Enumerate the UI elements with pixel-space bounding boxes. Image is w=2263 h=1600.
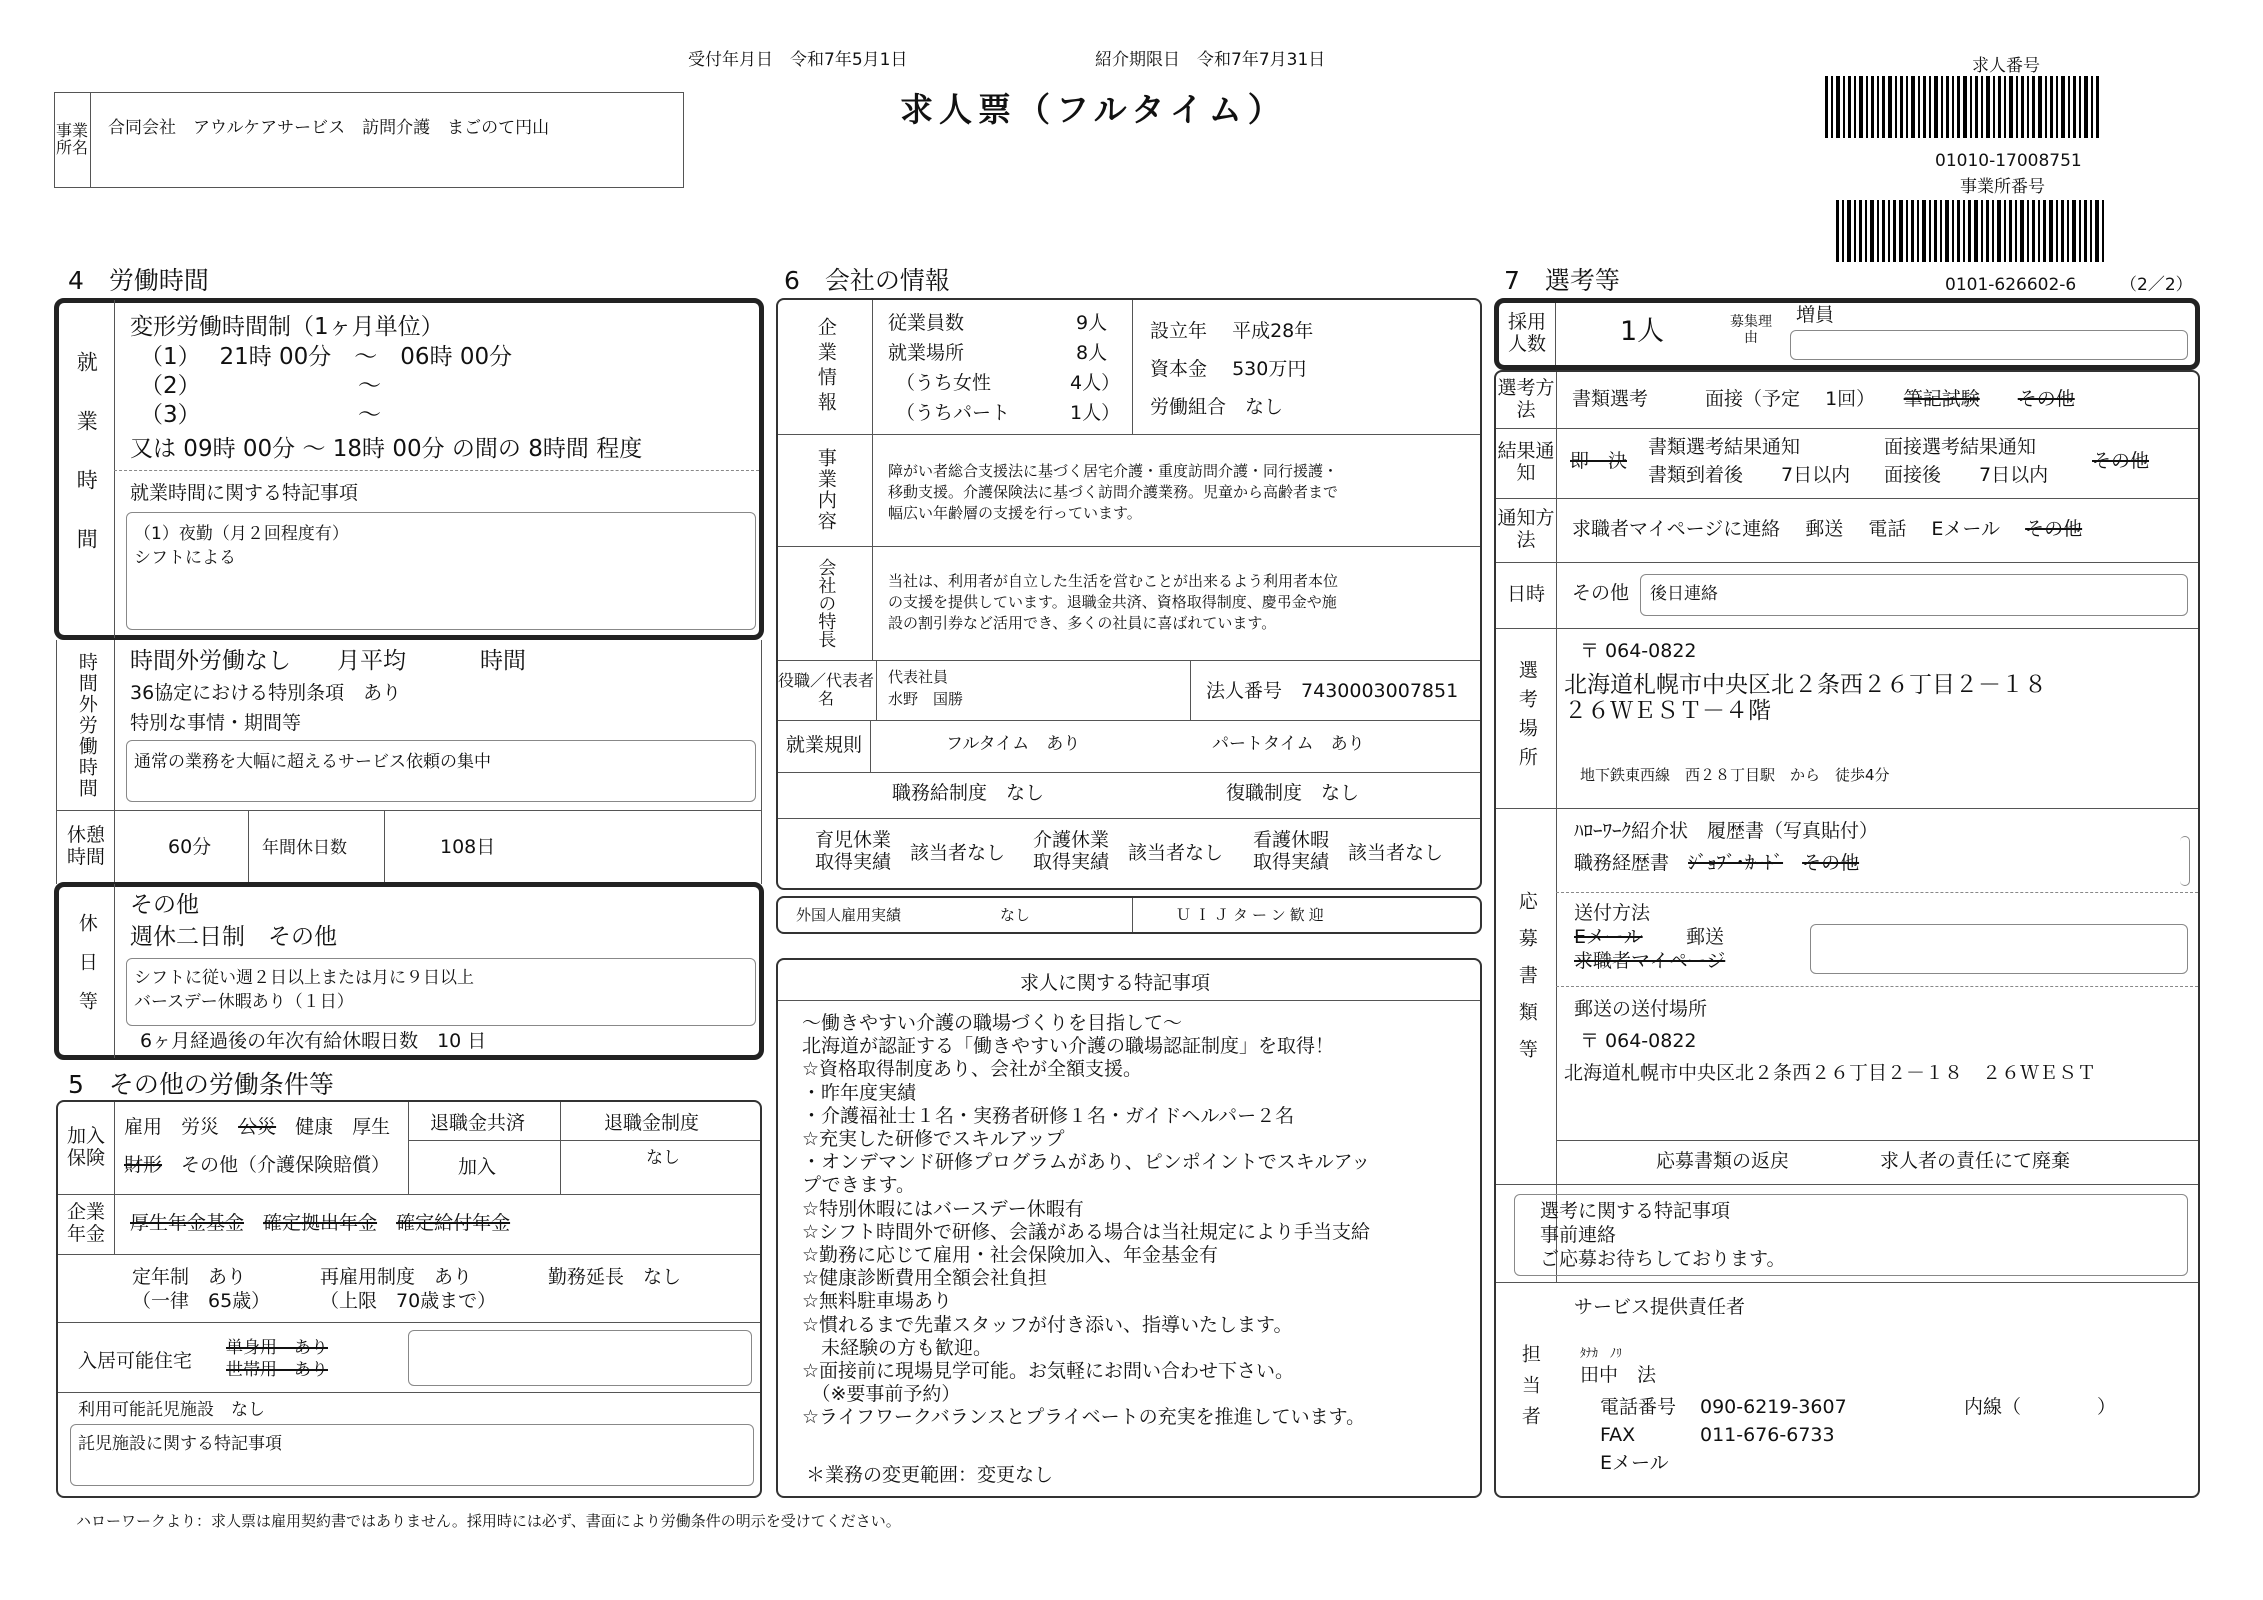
nursing-leave-label: 看護休暇取得実績 (1252, 829, 1329, 873)
childcare-note: 託児施設に関する特記事項 (78, 1434, 282, 1454)
receipt-date: 受付年月日 令和7年5月1日 (688, 50, 908, 70)
business-line-1: 障がい者総合支援法に基づく居宅介護・重度訪問介護・同行援護・ (888, 462, 1339, 480)
doc-result-timing: 書類到着後 7日以内 (1648, 464, 1851, 486)
job-note-line: ・介護福祉士１名・実務者研修１名・ガイドヘルパー２名 (802, 1104, 1295, 1127)
retirement-fund-value: 加入 (458, 1156, 497, 1178)
job-note-line: ☆シフト時間外で研修、会議がある場合は当社規定により手当支給 (802, 1220, 1371, 1243)
contact-kana: ﾀﾅｶ ﾉﾘ (1580, 1346, 1623, 1360)
holidays-label: 休日等 (75, 912, 98, 1030)
representative-name: 水野 国勝 (888, 690, 964, 708)
job-note-line: （※要事前予約） (802, 1383, 961, 1406)
job-number-barcode (1825, 76, 2102, 138)
holidays-note-2: バースデー休暇あり（１日） (134, 992, 354, 1012)
selection-methods: 書類選考 面接（予定 1回） 筆記試験 その他 (1572, 388, 2075, 410)
features-line-2: の支援を提供しています。退職金共済、資格取得制度、慶弔金や施 (888, 593, 1337, 611)
phone-number: 090-6219-3607 (1700, 1396, 1847, 1418)
nursing-leave-value: 該当者なし (1348, 842, 1444, 864)
care-leave-label: 介護休業取得実績 (1032, 829, 1109, 873)
site-employees-value: 8人 (1076, 342, 1108, 364)
notice-methods: 求職者マイページに連絡 郵送 電話 Eメール その他 (1572, 518, 2083, 540)
retirement-system-label: 退職金制度 (604, 1112, 700, 1134)
insurance-label: 加入保険 (66, 1125, 105, 1169)
selection-note-2: ご応募お待ちしております。 (1540, 1248, 1786, 1270)
notice-method-label: 通知方法 (1497, 507, 1555, 551)
childcare: 利用可能託児施設 なし (78, 1400, 265, 1420)
contact-name: 田中 法 (1580, 1364, 1657, 1386)
job-note-line: プできます。 (802, 1174, 916, 1197)
selection-notes-title: 選考に関する特記事項 (1540, 1200, 1731, 1222)
holidays-note-1: シフトに従い週２日以上または月に９日以上 (134, 968, 474, 988)
referral-deadline: 紹介期限日 令和7年7月31日 (1095, 50, 1326, 70)
selection-date-label: 日時 (1506, 583, 1545, 606)
job-notes-title: 求人に関する特記事項 (1020, 972, 1211, 994)
part-time-value: 1人） (1070, 402, 1121, 424)
send-method-title: 送付方法 (1574, 902, 1651, 924)
representative-title: 代表社員 (888, 668, 949, 686)
hiring-count-label: 採用人数 (1507, 311, 1546, 355)
pension-label: 企業年金 (66, 1201, 105, 1245)
send-method-mypage: 求職者マイページ (1574, 950, 1726, 972)
selection-date-box (1640, 574, 2188, 616)
break-label: 休憩時間 (66, 824, 105, 868)
business-line-2: 移動支援。介護保険法に基づく訪問介護業務。児童から高齢者まで (888, 483, 1339, 501)
docs-return-value: 求人者の責任にて廃棄 (1880, 1150, 2071, 1172)
retirement-system-value: なし (646, 1148, 680, 1168)
job-note-line: ・昨年度実績 (802, 1081, 917, 1104)
job-note-line: 未経験の方も歓迎。 (802, 1336, 993, 1359)
selection-place-zip: 〒 064-0822 (1580, 640, 1697, 662)
employees-value: 9人 (1076, 312, 1108, 334)
women-label: （うち女性 (896, 372, 992, 394)
work-extension: 勤務延長 なし (548, 1266, 682, 1288)
job-notes-list (802, 1012, 1370, 1430)
selection-note-1: 事前連絡 (1540, 1224, 1617, 1246)
features-label: 会社の特長 (815, 558, 837, 648)
selection-method-label: 選考方法 (1497, 377, 1555, 421)
women-value: 4人） (1070, 372, 1121, 394)
result-instant: 即 決 (1570, 450, 1628, 472)
result-other: その他 (2092, 450, 2150, 472)
foreign-employment-label: 外国人雇用実績 (796, 906, 902, 924)
employees-label: 従業員数 (888, 312, 965, 334)
holidays-system: 週休二日制 その他 (130, 924, 337, 950)
shift-2: （2） ～ (140, 373, 381, 399)
overtime-special: 特別な事情・期間等 (130, 712, 302, 734)
housing-family: 世帯用 あり (226, 1360, 328, 1380)
overtime-label: 時間外労働時間 (75, 651, 98, 799)
interview-result-timing: 面接後 7日以内 (1884, 464, 2049, 486)
work-hours-label: 就業時間 (74, 351, 99, 587)
rehire-detail: （上限 70歳まで） (320, 1290, 497, 1312)
selection-place-label: 選考場所 (1515, 660, 1538, 776)
application-docs-2: 職務経歴書 ｼﾞｮﾌﾞ･ｶｰﾄﾞ その他 (1574, 852, 1860, 874)
job-note-line: 北海道が認証する「働きやすい介護の職場認証制度」を取得！ (802, 1035, 1335, 1058)
job-note-line: ☆勤務に応じて雇用・社会保険加入、年金基金有 (802, 1244, 1219, 1267)
reason-box (1790, 330, 2188, 360)
job-note-line: ☆資格取得制度あり、会社が全額支援。 (802, 1058, 1143, 1081)
extension: 内線（ ） (1964, 1396, 2117, 1418)
job-number: 01010-17008751 (1935, 151, 2082, 171)
email-label: Eメール (1600, 1452, 1669, 1474)
insurance-line-1: 雇用 労災 公災 健康 厚生 (124, 1116, 391, 1138)
company-name-box (54, 92, 684, 188)
foreign-employment-value: なし (1000, 906, 1031, 924)
features-line-1: 当社は、利用者が自立した生活を営むことが出来るよう利用者本位 (888, 572, 1339, 590)
uij-turn: ＵＩＪターン歓迎 (1176, 906, 1328, 924)
section-5-title: 5 その他の労働条件等 (68, 1070, 334, 1099)
overtime-detail: 通常の業務を大幅に超えるサービス依頼の集中 (134, 752, 491, 772)
selection-place-address-2: ２６ＷＥＳＴ－４階 (1564, 698, 1771, 724)
insurance-line-2: 財形 その他（介護保険賠償） (124, 1154, 391, 1176)
job-note-line: ☆面接前に現場見学可能。お気軽にお問い合わせ下さい。 (802, 1360, 1295, 1383)
footer-note: ハローワークより：求人票は雇用契約書ではありません。採用時には必ず、書面により労働条件の明示を受けてください。 (76, 1512, 901, 1530)
office-number-barcode (1836, 200, 2107, 262)
work-type: 変形労働時間制（1ヶ月単位） (130, 314, 444, 340)
capital: 資本金 530万円 (1150, 358, 1307, 380)
work-rules-part: パートタイム あり (1212, 734, 1365, 754)
representative-label: 役職／代表者名 (778, 670, 875, 708)
childcare-leave-label: 育児休業取得実績 (814, 829, 891, 873)
job-note-line: ☆健康診断費用全額会社負担 (802, 1267, 1048, 1290)
housing-label: 入居可能住宅 (78, 1350, 193, 1372)
selection-date-value: 後日連絡 (1650, 584, 1718, 604)
selection-place-address-1: 北海道札幌市中央区北２条西２６丁目２－１８ (1564, 672, 2047, 698)
job-note-line: ・オンデマンド研修プログラムがあり、ピンポイントでスキルアッ (802, 1151, 1371, 1174)
reason-label: 募集理由 (1730, 313, 1772, 346)
work-rules-full: フルタイム あり (946, 734, 1081, 754)
childcare-leave-value: 該当者なし (910, 842, 1006, 864)
page-title: 求人票（フルタイム） (900, 90, 1287, 129)
selection-place-access: 地下鉄東西線 西２８丁目駅 から 徒歩4分 (1580, 766, 1890, 784)
phone-label: 電話番号 (1600, 1396, 1677, 1418)
annual-holidays-value: 108日 (440, 836, 496, 858)
fax-label: FAX (1600, 1424, 1636, 1446)
job-note-line: ☆慣れるまで先輩スタッフが付き添い、指導いたします。 (802, 1313, 1293, 1336)
overtime-line: 時間外労働なし 月平均 時間 (130, 648, 526, 674)
company-info-label: 企業情報 (814, 317, 837, 417)
company-name-label: 事業所名 (55, 121, 88, 157)
housing-notes-box (408, 1330, 752, 1386)
send-method-box (1810, 924, 2188, 974)
mailing-zip: 〒 064-0822 (1580, 1030, 1697, 1052)
holidays-type: その他 (130, 892, 199, 918)
paid-leave: 6ヶ月経過後の年次有給休暇日数 10 日 (140, 1030, 487, 1052)
docs-return-label: 応募書類の返戻 (1656, 1150, 1790, 1172)
established: 設立年 平成28年 (1150, 320, 1314, 342)
send-method-mail: 郵送 (1686, 926, 1725, 948)
mailing-address: 北海道札幌市中央区北２条西２６丁目２－１８ ２６ＷＥＳＴ (1564, 1062, 2097, 1084)
section-6-title: 6 会社の情報 (784, 266, 950, 295)
pension-items: 厚生年金基金 確定拠出年金 確定給付年金 (130, 1212, 511, 1234)
fax-number: 011-676-6733 (1700, 1424, 1835, 1446)
send-method-email: Eメール (1574, 926, 1643, 948)
contact-role: サービス提供責任者 (1574, 1296, 1746, 1318)
work-hours-note-2: シフトによる (134, 548, 236, 568)
section-7-title: 7 選考等 (1504, 266, 1620, 295)
rehire-system: 再雇用制度 あり (320, 1266, 473, 1288)
job-note-line: ☆ライフワークバランスとプライベートの充実を推進しています。 (802, 1406, 1366, 1429)
job-note-line: ☆特別休暇にはバースデー休暇有 (802, 1197, 1084, 1220)
work-rules-label: 就業規則 (785, 734, 862, 757)
interview-result-notice: 面接選考結果通知 (1884, 436, 2037, 458)
job-note-line: ～働きやすい介護の職場づくりを目指して～ (802, 1012, 1183, 1034)
corporate-number: 法人番号 7430003007851 (1206, 680, 1459, 702)
break-value: 60分 (168, 836, 212, 858)
result-notice-label: 結果通知 (1497, 440, 1555, 484)
part-time-label: （うちパート (896, 402, 1011, 424)
retirement-age: 定年制 あり (132, 1266, 247, 1288)
hiring-count-value: 1人 (1620, 316, 1665, 347)
office-number-label: 事業所番号 (1960, 177, 2045, 197)
alt-hours: 又は 09時 00分 ～ 18時 00分 の間の 8時間 程度 (130, 436, 643, 462)
job-number-label: 求人番号 (1972, 56, 2040, 76)
company-name: 合同会社 アウルケアサービス 訪問介護 まごのて円山 (108, 118, 550, 138)
labor-union: 労働組合 なし (1150, 396, 1284, 418)
job-note-line: ☆無料駐車場あり (802, 1290, 953, 1313)
selection-date-other: その他 (1572, 582, 1630, 604)
retirement-fund-label: 退職金共済 (430, 1112, 526, 1134)
housing-single: 単身用 あり (226, 1338, 328, 1358)
page-number: （2／2） (2120, 275, 2193, 295)
duty-pay-system: 職務給制度 なし (892, 782, 1045, 804)
reason-value: 増員 (1796, 304, 1835, 326)
work-hours-notes-title: 就業時間に関する特記事項 (130, 482, 359, 504)
job-note-line: ☆充実した研修でスキルアップ (802, 1128, 1065, 1151)
application-docs-bracket (2180, 836, 2190, 886)
care-leave-value: 該当者なし (1128, 842, 1224, 864)
office-number: 0101-626602-6 (1945, 275, 2077, 295)
retirement-age-detail: （一律 65歳） (132, 1290, 271, 1312)
doc-result-notice: 書類選考結果通知 (1648, 436, 1801, 458)
job-scope-change: ＊業務の変更範囲：変更なし (806, 1464, 1054, 1486)
mailing-address-title: 郵送の送付場所 (1574, 998, 1708, 1020)
business-label: 事業内容 (814, 448, 837, 532)
features-line-3: 設の割引券など活用でき、多くの社員に喜ばれています。 (888, 614, 1277, 632)
overtime-36: 36協定における特別条項 あり (130, 682, 402, 704)
reinstatement-system: 復職制度 なし (1226, 782, 1360, 804)
contact-label: 担当者 (1518, 1343, 1541, 1437)
site-employees-label: 就業場所 (888, 342, 965, 364)
business-line-3: 幅広い年齢層の支援を行っています。 (888, 504, 1142, 522)
work-hours-note-1: （1）夜勤（月２回程度有） (134, 524, 349, 544)
shift-1: （1） 21時 00分 ～ 06時 00分 (140, 344, 513, 370)
application-docs-label: 応募書類等 (1515, 890, 1538, 1076)
shift-3: （3） ～ (140, 402, 381, 428)
application-docs-1: ﾊﾛｰﾜｰｸ紹介状 履歴書（写真貼付） (1574, 820, 1879, 842)
annual-holidays-label: 年間休日数 (262, 838, 347, 858)
section-4-title: 4 労働時間 (68, 266, 209, 295)
